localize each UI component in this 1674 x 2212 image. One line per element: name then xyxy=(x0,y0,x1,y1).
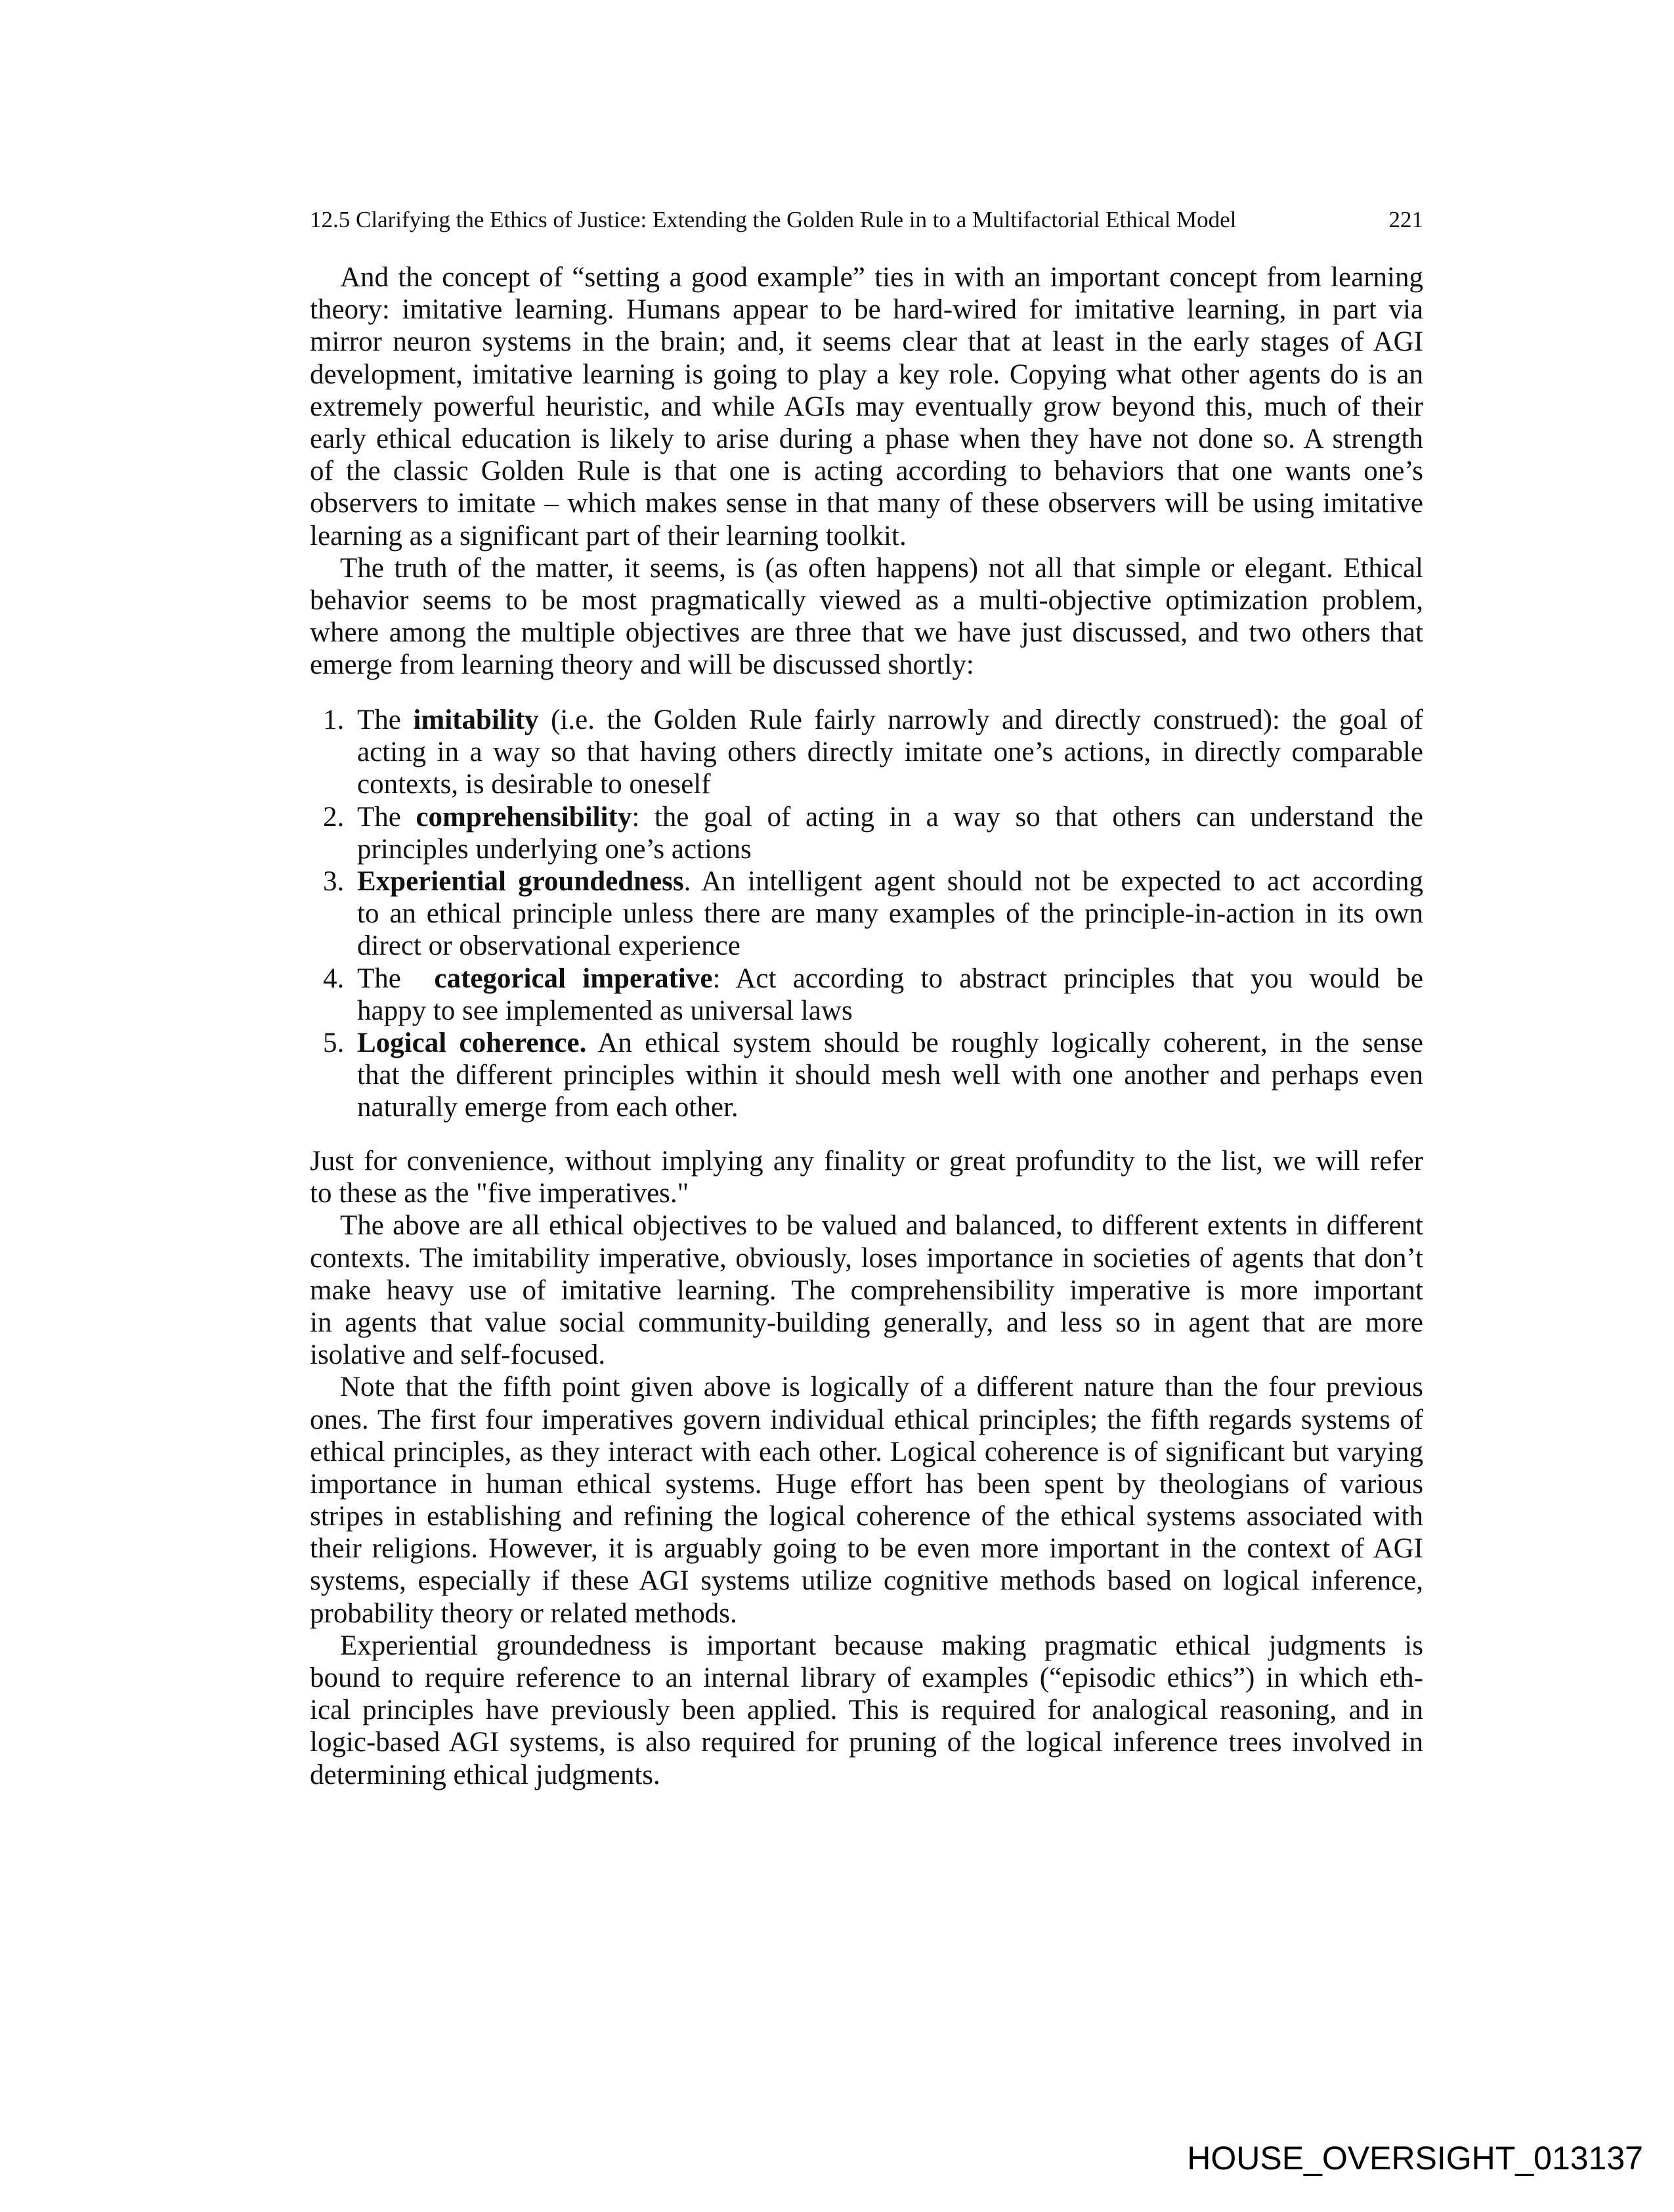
list-item xyxy=(310,963,1423,1027)
page-number: 221 xyxy=(1388,207,1423,232)
text-line: early ethical education is likely to arise during a phase when they have not done so. A strength xyxy=(310,423,1423,454)
list-number: 4. xyxy=(323,963,345,994)
text-line: acting in a way so that having others directly imitate one’s actions, in directly comparable xyxy=(357,737,1423,768)
text-line xyxy=(310,704,1423,736)
text-line: mirror neuron systems in the brain; and, it seems clear that at least in the early stages of AGI xyxy=(310,326,1423,358)
text-line: systems, especially if these AGI systems utilize cognitive methods based on logical inference, xyxy=(310,1565,1423,1597)
text-line: contexts. The imitability imperative, obviously, loses importance in societies of agents that don’t xyxy=(310,1242,1423,1274)
text-line: ones. The first four imperatives govern individual ethical principles; the fifth regards systems of xyxy=(310,1404,1423,1435)
bates-stamp: HOUSE_OVERSIGHT_013137 xyxy=(1187,2140,1643,2177)
imperative-term: Logical coherence. xyxy=(357,1027,587,1058)
text-line: importance in human ethical systems. Huge effort has been spent by theologians of various xyxy=(310,1468,1423,1500)
text-line: direct or observational experience xyxy=(357,930,740,962)
list-item xyxy=(310,801,1423,865)
text-line: their religions. However, it is arguably going to be even more important in the context of AGI xyxy=(310,1533,1423,1565)
text-line: logic-based AGI systems, is also required for pruning of the logical inference trees involved in xyxy=(310,1727,1423,1758)
imperative-term: comprehensibility xyxy=(416,801,632,833)
paragraph xyxy=(310,1145,1423,1209)
text-line: make heavy use of imitative learning. The comprehensibility imperative is more important xyxy=(310,1274,1423,1306)
imperative-term: Experiential groundedness xyxy=(357,865,684,897)
imperative-term: categorical imperative xyxy=(434,963,713,994)
body-text-bottom xyxy=(310,1145,1423,1791)
running-title: 12.5 Clarifying the Ethics of Justice: Extending the Golden Rule in to a Multifactorial Ethical Model xyxy=(310,207,1237,232)
text-line xyxy=(310,865,1423,898)
text-line: extremely powerful heuristic, and while AGIs may eventually grow beyond this, much of their xyxy=(310,391,1423,422)
text-line: ical principles have previously been applied. This is required for analogical reasoning, and in xyxy=(310,1695,1423,1726)
list-item xyxy=(310,704,1423,801)
text-line: where among the multiple objectives are three that we have just discussed, and two others that xyxy=(310,617,1423,649)
list-number: 3. xyxy=(323,865,345,897)
text-line: The above are all ethical objectives to be valued and balanced, to different extents in different xyxy=(340,1210,1423,1242)
imperative-term: imitability xyxy=(413,705,539,735)
item-text: : the goal of acting in a way so that others can understand the xyxy=(632,801,1423,833)
text-line: determining ethical judgments. xyxy=(310,1759,660,1790)
text-line: behavior seems to be most pragmatically viewed as a multi-objective optimization problem, xyxy=(310,584,1423,616)
text-line: to an ethical principle unless there are many examples of the principle-in-action in its own xyxy=(357,898,1423,930)
text-line: The truth of the matter, it seems, is (as often happens) not all that simple or elegant. Ethical xyxy=(340,552,1423,584)
list-item xyxy=(310,865,1423,963)
list-number: 2. xyxy=(323,801,345,833)
paragraph xyxy=(310,261,1423,552)
text-line: ethical principles, as they interact with each other. Logical coherence is of significant but varying xyxy=(310,1436,1423,1467)
text-line: contexts, is desirable to oneself xyxy=(357,769,711,800)
paragraph xyxy=(310,552,1423,682)
text-line: that the different principles within it should mesh well with one another and perhaps even xyxy=(357,1060,1423,1091)
text-line: of the classic Golden Rule is that one is acting according to behaviors that one wants one’s xyxy=(310,456,1423,487)
list-number: 1. xyxy=(323,705,345,735)
running-header xyxy=(310,204,1423,236)
text-line: Experiential groundedness is important because making pragmatic ethical judgments is xyxy=(340,1630,1423,1661)
body-text-top xyxy=(310,261,1423,681)
text-line: observers to imitate – which makes sense in that many of these observers will be using imitative xyxy=(310,488,1423,519)
paragraph xyxy=(310,1371,1423,1630)
text-line: And the concept of “setting a good example” ties in with an important concept from learning xyxy=(340,262,1423,293)
text-line xyxy=(310,963,1423,995)
paragraph xyxy=(310,1630,1423,1791)
text-line: learning as a significant part of their learning toolkit. xyxy=(310,520,907,552)
text-line: Note that the fifth point given above is logically of a different nature than the four previous xyxy=(340,1372,1423,1403)
list-number: 5. xyxy=(323,1027,345,1058)
text-line: theory: imitative learning. Humans appear to be hard-wired for imitative learning, in part via xyxy=(310,294,1423,326)
text-line: emerge from learning theory and will be discussed shortly: xyxy=(310,649,974,681)
item-text: An ethical system should be roughly logically coherent, in the sense xyxy=(586,1027,1423,1058)
five-imperatives-list xyxy=(310,704,1423,1123)
item-text: . An intelligent agent should not be expected to act according xyxy=(683,865,1423,897)
text-line: development, imitative learning is going to play a key role. Copying what other agents do is an xyxy=(310,358,1423,390)
text-line: naturally emerge from each other. xyxy=(357,1092,739,1123)
paragraph xyxy=(310,1209,1423,1371)
text-line xyxy=(310,1027,1423,1059)
lead-text: The xyxy=(357,963,435,994)
text-line: principles underlying one’s actions xyxy=(357,833,752,865)
lead-text: The xyxy=(357,801,416,833)
text-line: in agents that value social community-building generally, and less so in agent that are more xyxy=(310,1307,1423,1338)
lead-text: The xyxy=(357,705,414,735)
item-text: (i.e. the Golden Rule fairly narrowly and directly construed): the goal of xyxy=(538,705,1423,735)
text-line: bound to require reference to an internal library of examples (“episodic ethics”) in which eth- xyxy=(310,1662,1423,1693)
text-line xyxy=(310,801,1423,833)
text-line: Just for convenience, without implying any finality or great profundity to the list, we will refer xyxy=(310,1146,1423,1177)
item-text: : Act according to abstract principles that you would be xyxy=(712,963,1423,994)
text-line: probability theory or related methods. xyxy=(310,1597,737,1629)
text-line: stripes in establishing and refining the logical coherence of the ethical systems associated with xyxy=(310,1501,1423,1532)
text-line: happy to see implemented as universal laws xyxy=(357,995,853,1026)
text-line: isolative and self-focused. xyxy=(310,1339,606,1371)
text-line: to these as the "five imperatives." xyxy=(310,1178,689,1209)
list-item xyxy=(310,1027,1423,1124)
